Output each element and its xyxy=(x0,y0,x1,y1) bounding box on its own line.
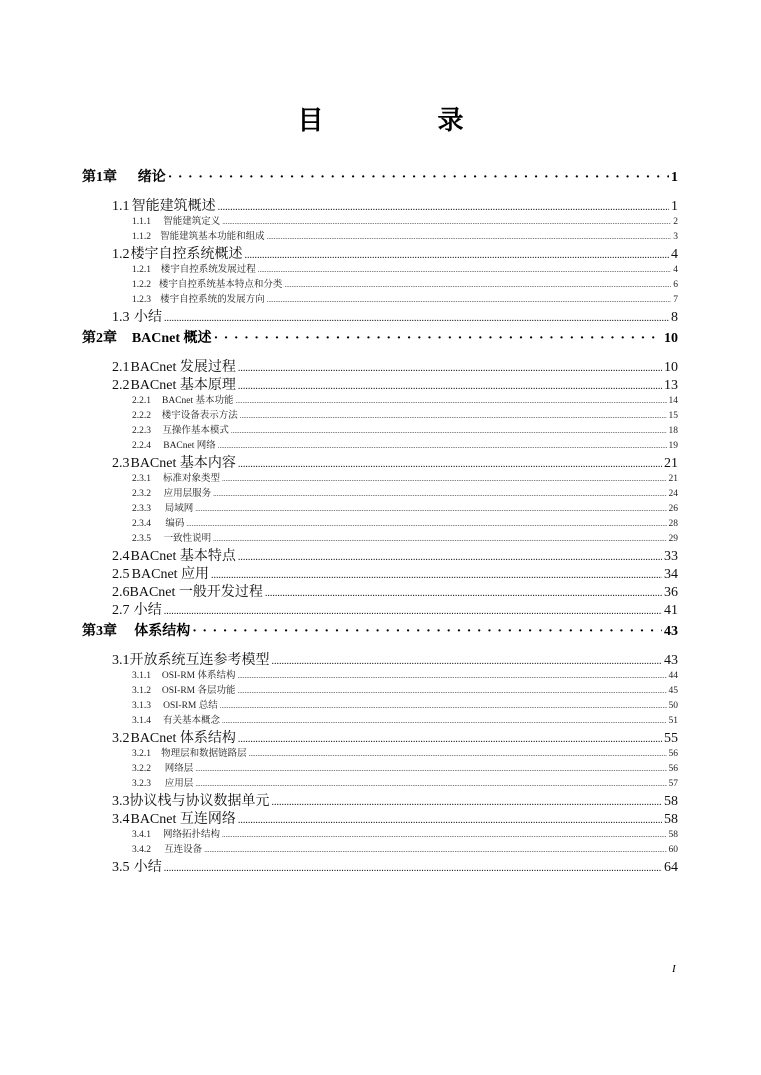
toc-section-entry xyxy=(82,856,678,874)
sec-title: 智能建筑概述 xyxy=(131,199,216,214)
toc-subsection-entry xyxy=(82,392,678,407)
toc-subsection-entry xyxy=(82,291,678,306)
sec-number: 3.3 xyxy=(112,794,130,809)
sec-page-number: 64 xyxy=(664,860,678,875)
toc-subsection-entry xyxy=(82,407,678,422)
sub-number: 2.2.1 xyxy=(132,396,151,406)
sec-page-number: 8 xyxy=(671,310,678,325)
sec-page-number: 41 xyxy=(664,603,678,618)
sec-title: BACnet 互连网络 xyxy=(130,812,236,827)
sub-number: 3.2.3 xyxy=(132,779,151,789)
sec-page-number: 4 xyxy=(671,247,678,262)
toc-section-entry xyxy=(82,452,678,470)
toc-title: 目 录 xyxy=(297,106,508,136)
page-number: I xyxy=(672,963,676,975)
sub-page-number: 6 xyxy=(673,280,678,290)
sub-page-number: 60 xyxy=(668,845,678,855)
sub-number: 3.4.2 xyxy=(132,845,151,855)
dot-leader xyxy=(195,779,666,789)
toc-subsection-entry xyxy=(82,228,678,243)
toc-subsection-entry xyxy=(82,760,678,775)
toc-subsection-entry xyxy=(82,775,678,790)
sec-number: 3.2 xyxy=(112,731,130,746)
sec-title: BACnet 基本特点 xyxy=(130,549,236,564)
sub-number: 3.1.1 xyxy=(132,671,151,681)
sec-number: 1.2 xyxy=(112,247,130,262)
toc-subsection-entry xyxy=(82,697,678,712)
sub-number: 2.3.1 xyxy=(132,474,151,484)
sub-title: 物理层和数据链路层 xyxy=(161,749,247,759)
sub-number: 3.1.2 xyxy=(132,686,151,696)
dot-leader xyxy=(222,217,671,227)
sec-page-number: 36 xyxy=(664,585,678,600)
sub-number: 1.2.2 xyxy=(132,280,151,290)
sec-title: 小结 xyxy=(133,860,162,875)
sub-page-number: 44 xyxy=(668,671,678,681)
toc-subsection-entry xyxy=(82,515,678,530)
sub-page-number: 45 xyxy=(668,686,678,696)
sec-number: 1.1 xyxy=(112,199,130,214)
sub-number: 3.2.2 xyxy=(132,764,151,774)
sub-title: 互连设备 xyxy=(164,845,203,855)
sub-number: 2.2.2 xyxy=(132,411,151,421)
sub-page-number: 18 xyxy=(668,426,678,436)
dot-leader xyxy=(267,232,672,242)
sub-number: 3.2.1 xyxy=(132,749,151,759)
toc-chapter-entry xyxy=(82,166,678,188)
sec-number: 2.6 xyxy=(112,585,130,600)
sub-page-number: 2 xyxy=(673,217,678,227)
sec-title: BACnet 一般开发过程 xyxy=(129,585,263,600)
sub-page-number: 56 xyxy=(668,764,678,774)
sub-page-number: 58 xyxy=(668,830,678,840)
toc-section-entry xyxy=(82,727,678,745)
sub-title: 互操作基本模式 xyxy=(162,426,229,436)
toc-section-entry xyxy=(82,243,678,261)
sub-title: 一致性说明 xyxy=(163,534,212,544)
sub-title: 楼宇设备表示方法 xyxy=(161,411,238,421)
sub-number: 3.1.3 xyxy=(132,701,151,711)
sub-page-number: 26 xyxy=(668,504,678,514)
toc-subsection-entry xyxy=(82,261,678,276)
sec-number: 3.1 xyxy=(112,653,130,668)
sub-title: 楼宇自控系统发展过程 xyxy=(160,265,256,275)
dot-leader xyxy=(164,603,662,619)
toc-subsection-entry xyxy=(82,470,678,485)
sub-page-number: 4 xyxy=(673,265,678,275)
sub-title: 智能建筑基本功能和组成 xyxy=(160,232,265,242)
toc-subsection-entry xyxy=(82,213,678,228)
sub-number: 2.3.3 xyxy=(132,504,151,514)
dot-leader xyxy=(214,331,662,347)
toc-subsection-entry xyxy=(82,437,678,452)
toc-section-entry xyxy=(82,356,678,374)
dot-leader xyxy=(220,701,667,711)
sub-number: 2.3.2 xyxy=(132,489,151,499)
dot-leader xyxy=(168,170,669,186)
toc-subsection-entry xyxy=(82,422,678,437)
sec-page-number: 10 xyxy=(664,360,678,375)
dot-leader xyxy=(186,519,666,529)
sec-page-number: 34 xyxy=(664,567,678,582)
sub-page-number: 56 xyxy=(668,749,678,759)
sub-number: 2.3.4 xyxy=(132,519,151,529)
sub-title: BACnet 网络 xyxy=(163,441,216,451)
sub-page-number: 21 xyxy=(668,474,678,484)
chap-number: 第3章 xyxy=(82,624,117,639)
chap-number: 第1章 xyxy=(82,170,117,185)
sub-title: 应用层 xyxy=(164,779,194,789)
chap-title: 绪论 xyxy=(137,170,166,185)
sec-title: BACnet 发展过程 xyxy=(130,360,236,375)
sub-page-number: 28 xyxy=(668,519,678,529)
toc-subsection-entry xyxy=(82,500,678,515)
sec-page-number: 43 xyxy=(664,653,678,668)
sec-page-number: 1 xyxy=(671,199,678,214)
sub-page-number: 7 xyxy=(673,295,678,305)
toc-chapter-entry xyxy=(82,620,678,642)
sec-title: BACnet 基本原理 xyxy=(130,378,236,393)
sub-title: 局域网 xyxy=(164,504,194,514)
toc-subsection-entry xyxy=(82,667,678,682)
chap-title: 体系结构 xyxy=(134,624,191,639)
toc-section-entry xyxy=(82,374,678,392)
sec-title: 开放系统互连参考模型 xyxy=(129,653,270,668)
sub-title: 应用层服务 xyxy=(163,489,212,499)
toc-section-entry xyxy=(82,195,678,213)
dot-leader xyxy=(213,489,666,499)
toc-section-entry xyxy=(82,649,678,667)
chap-number: 第2章 xyxy=(82,331,117,346)
dot-leader xyxy=(204,845,666,855)
sec-number: 3.5 xyxy=(112,860,130,875)
dot-leader xyxy=(258,265,671,275)
sub-page-number: 51 xyxy=(668,716,678,726)
dot-leader xyxy=(164,860,662,876)
toc-chapter-entry xyxy=(82,327,678,349)
toc-subsection-entry xyxy=(82,826,678,841)
sec-page-number: 58 xyxy=(664,794,678,809)
sub-number: 2.2.4 xyxy=(132,441,151,451)
toc-section-entry xyxy=(82,808,678,826)
sec-page-number: 21 xyxy=(664,456,678,471)
dot-leader xyxy=(284,280,671,290)
sub-page-number: 19 xyxy=(668,441,678,451)
table-of-contents xyxy=(82,163,678,874)
sub-number: 2.2.3 xyxy=(132,426,151,436)
sec-number: 2.3 xyxy=(112,456,130,471)
sub-page-number: 50 xyxy=(668,701,678,711)
sub-title: OSI-RM 总结 xyxy=(163,701,218,711)
sub-title: 智能建筑定义 xyxy=(163,217,221,227)
chap-page-number: 10 xyxy=(664,331,678,346)
dot-leader xyxy=(249,749,667,759)
dot-leader xyxy=(231,426,667,436)
toc-subsection-entry xyxy=(82,530,678,545)
sec-number: 2.4 xyxy=(112,549,130,564)
dot-leader xyxy=(195,764,666,774)
sub-title: 标准对象类型 xyxy=(162,474,220,484)
sec-number: 2.7 xyxy=(112,603,130,618)
toc-section-entry xyxy=(82,790,678,808)
sec-title: 小结 xyxy=(133,603,162,618)
toc-subsection-entry xyxy=(82,712,678,727)
dot-leader xyxy=(238,671,667,681)
toc-section-entry xyxy=(82,599,678,617)
sec-title: BACnet 应用 xyxy=(131,567,210,582)
toc-subsection-entry xyxy=(82,276,678,291)
sub-number: 1.2.3 xyxy=(132,295,151,305)
sec-title: 楼宇自控系统概述 xyxy=(130,247,243,262)
chap-page-number: 43 xyxy=(664,624,678,639)
toc-subsection-entry xyxy=(82,682,678,697)
dot-leader xyxy=(164,310,669,326)
sub-number: 1.1.1 xyxy=(132,217,151,227)
sec-page-number: 58 xyxy=(664,812,678,827)
sub-title: 编码 xyxy=(165,519,185,529)
dot-leader xyxy=(238,686,667,696)
sub-number: 3.4.1 xyxy=(132,830,151,840)
dot-leader xyxy=(222,830,667,840)
dot-leader xyxy=(192,624,662,640)
sec-number: 1.3 xyxy=(112,310,130,325)
sub-number: 1.1.2 xyxy=(132,232,151,242)
toc-section-entry xyxy=(82,563,678,581)
dot-leader xyxy=(213,534,666,544)
dot-leader xyxy=(222,474,667,484)
sub-page-number: 29 xyxy=(668,534,678,544)
toc-subsection-entry xyxy=(82,841,678,856)
sub-number: 2.3.5 xyxy=(132,534,151,544)
sub-number: 3.1.4 xyxy=(132,716,151,726)
sub-title: 楼宇自控系统的发展方向 xyxy=(160,295,265,305)
sec-title: 协议栈与协议数据单元 xyxy=(129,794,270,809)
sec-page-number: 33 xyxy=(664,549,678,564)
sec-page-number: 13 xyxy=(664,378,678,393)
sub-page-number: 24 xyxy=(668,489,678,499)
sec-title: 小结 xyxy=(134,310,163,325)
dot-leader xyxy=(267,295,672,305)
dot-leader xyxy=(240,411,667,421)
sub-title: OSI-RM 体系结构 xyxy=(161,671,236,681)
sec-number: 3.4 xyxy=(112,812,130,827)
dot-leader xyxy=(222,716,667,726)
toc-section-entry xyxy=(82,581,678,599)
sub-page-number: 15 xyxy=(668,411,678,421)
sub-page-number: 14 xyxy=(668,396,678,406)
sub-title: 有关基本概念 xyxy=(162,716,220,726)
chap-page-number: 1 xyxy=(671,170,678,185)
sec-title: BACnet 基本内容 xyxy=(130,456,236,471)
dot-leader xyxy=(195,504,666,514)
sub-page-number: 57 xyxy=(668,779,678,789)
sub-title: 楼宇自控系统基本特点和分类 xyxy=(158,280,283,290)
toc-subsection-entry xyxy=(82,745,678,760)
sec-page-number: 55 xyxy=(664,731,678,746)
toc-section-entry xyxy=(82,545,678,563)
sec-number: 2.5 xyxy=(112,567,130,582)
sub-title: BACnet 基本功能 xyxy=(162,396,234,406)
sub-title: OSI-RM 各层功能 xyxy=(161,686,236,696)
sec-number: 2.1 xyxy=(112,360,130,375)
sub-title: 网络层 xyxy=(164,764,194,774)
sub-page-number: 3 xyxy=(673,232,678,242)
sec-title: BACnet 体系结构 xyxy=(130,731,236,746)
toc-subsection-entry xyxy=(82,485,678,500)
toc-section-entry xyxy=(82,306,678,324)
sec-number: 2.2 xyxy=(112,378,130,393)
sub-title: 网络拓扑结构 xyxy=(162,830,220,840)
sub-number: 1.2.1 xyxy=(132,265,151,275)
dot-leader xyxy=(218,441,667,451)
chap-title: BACnet 概述 xyxy=(131,331,212,346)
dot-leader xyxy=(236,396,667,406)
